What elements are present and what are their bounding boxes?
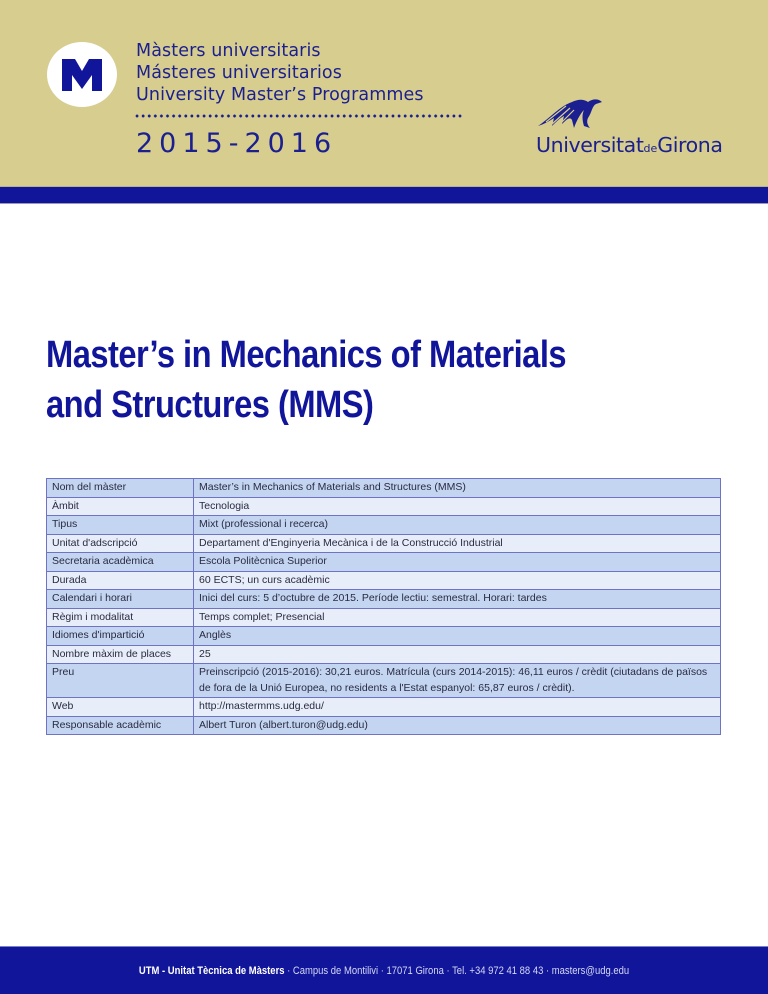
row-value: Master’s in Mechanics of Materials and Structures (MMS)	[194, 479, 721, 498]
table-row	[47, 571, 721, 590]
table-row	[47, 664, 721, 698]
row-label: Unitat d'adscripció	[47, 534, 194, 553]
title-spanish: Másteres universitarios	[136, 63, 342, 83]
row-label: Durada	[47, 571, 194, 590]
row-value: 60 ECTS; un curs acadèmic	[194, 571, 721, 590]
row-label: Règim i modalitat	[47, 608, 194, 627]
row-value: Anglès	[194, 627, 721, 646]
row-label: Responsable acadèmic	[47, 716, 194, 735]
footer-contact	[139, 965, 629, 977]
header-band	[0, 186, 768, 204]
masters-logo	[47, 42, 117, 107]
footer-unit: UTM - Unitat Tècnica de Màsters	[138, 964, 285, 977]
university-logo	[536, 96, 726, 160]
footer-address: · Campus de Montilivi · 17071 Girona · Tel. +34 972 41 88 43 · masters@udg.edu	[284, 964, 630, 977]
footer	[0, 946, 768, 994]
master-info-table	[46, 478, 721, 735]
row-label: Tipus	[47, 516, 194, 535]
table-row	[47, 590, 721, 609]
page-title: Master’s in Mechanics of Materials and Structures (MMS)	[46, 334, 567, 426]
table-row	[47, 645, 721, 664]
row-label: Web	[47, 698, 194, 717]
table-row	[47, 627, 721, 646]
row-label: Nom del màster	[47, 479, 194, 498]
row-label: Calendari i horari	[47, 590, 194, 609]
row-value: Inici del curs: 5 d’octubre de 2015. Període lectiu: semestral. Horari: tardes	[194, 590, 721, 609]
row-label: Nombre màxim de places	[47, 645, 194, 664]
university-name: UniversitatdeGirona	[536, 133, 723, 157]
row-value: Temps complet; Presencial	[194, 608, 721, 627]
programme-titles	[136, 40, 424, 106]
row-label: Àmbit	[47, 497, 194, 516]
table-row	[47, 716, 721, 735]
row-value: Albert Turon (albert.turon@udg.edu)	[194, 716, 721, 735]
m-logo-icon	[62, 59, 102, 91]
row-value: Escola Politècnica Superior	[194, 553, 721, 572]
dotted-divider	[134, 113, 464, 119]
table-row	[47, 497, 721, 516]
row-value: 25	[194, 645, 721, 664]
table-row	[47, 516, 721, 535]
table-row	[47, 534, 721, 553]
title-catalan: Màsters universitaris	[136, 41, 321, 61]
academic-year: 2015-2016	[136, 128, 338, 159]
table-row	[47, 698, 721, 717]
table-row	[47, 553, 721, 572]
header	[0, 0, 768, 186]
row-value: Tecnologia	[194, 497, 721, 516]
row-label: Secretaria acadèmica	[47, 553, 194, 572]
title-english: University Master’s Programmes	[136, 85, 424, 105]
row-value: Mixt (professional i recerca)	[194, 516, 721, 535]
table-row	[47, 479, 721, 498]
row-label: Preu	[47, 664, 194, 698]
bird-logo-icon	[536, 96, 616, 132]
table-row	[47, 608, 721, 627]
row-value-link[interactable]: http://mastermms.udg.edu/	[194, 698, 721, 717]
row-value: Preinscripció (2015-2016): 30,21 euros. Matrícula (curs 2014-2015): 46,11 euros / crèdit (ciutadans de països de fora de la Unió Europea, no residents a l'Estat espanyol: 65,87 euros / crèdit).	[194, 664, 721, 698]
row-label: Idiomes d'impartició	[47, 627, 194, 646]
row-value: Departament d'Enginyeria Mecànica i de la Construcció Industrial	[194, 534, 721, 553]
